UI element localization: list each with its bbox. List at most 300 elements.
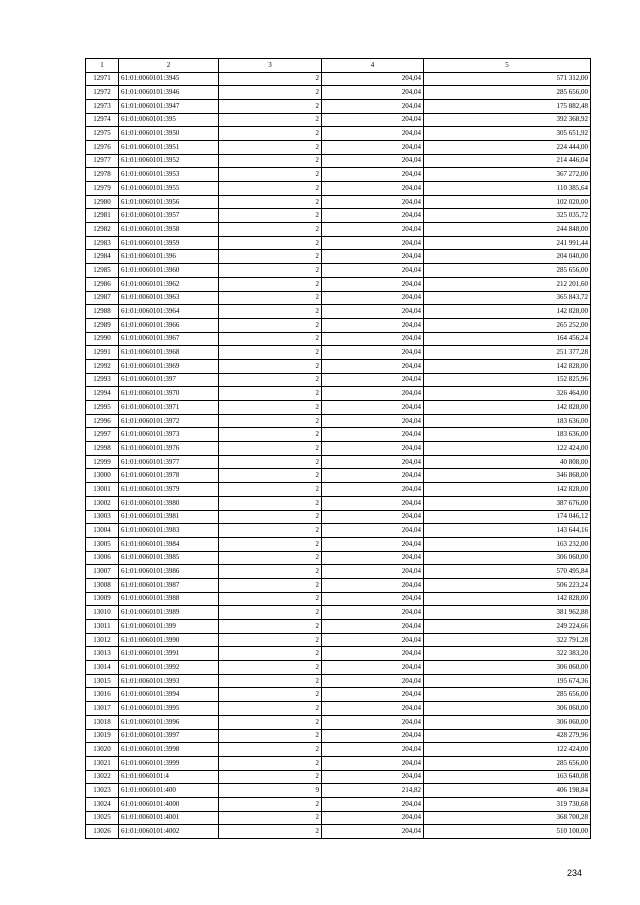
cadastral-number-cell: 61:01:0060101:3963 [119,291,219,305]
table-row [86,154,591,168]
table-row [86,811,591,825]
cadastral-number-cell: 61:01:0060101:3994 [119,688,219,702]
value-cell: 571 312,00 [424,72,591,86]
table-row [86,510,591,524]
table-row [86,140,591,154]
table-row [86,770,591,784]
row-number-cell: 13000 [86,469,119,483]
value-cell: 204 040,00 [424,250,591,264]
cadastral-number-cell: 61:01:0060101:3997 [119,729,219,743]
count-cell: 2 [219,770,322,784]
cadastral-number-cell: 61:01:0060101:3953 [119,168,219,182]
value-cell: 306 060,00 [424,551,591,565]
area-cell: 204,04 [322,113,424,127]
cadastral-number-cell: 61:01:0060101:3992 [119,661,219,675]
row-number-cell: 12971 [86,72,119,86]
count-cell: 2 [219,277,322,291]
row-number-cell: 12985 [86,264,119,278]
table-row [86,236,591,250]
count-cell: 2 [219,318,322,332]
value-cell: 265 252,00 [424,318,591,332]
area-cell: 204,04 [322,154,424,168]
value-cell: 305 651,92 [424,127,591,141]
cadastral-number-cell: 61:01:0060101:4000 [119,797,219,811]
count-cell: 2 [219,797,322,811]
table-row [86,127,591,141]
cadastral-number-cell: 61:01:0060101:3962 [119,277,219,291]
area-cell: 204,04 [322,264,424,278]
row-number-cell: 13006 [86,551,119,565]
area-cell: 204,04 [322,250,424,264]
cadastral-number-cell: 61:01:0060101:3981 [119,510,219,524]
count-cell: 2 [219,620,322,634]
cadastral-number-cell: 61:01:0060101:3951 [119,140,219,154]
value-cell: 224 444,00 [424,140,591,154]
row-number-cell: 13012 [86,633,119,647]
area-cell: 204,04 [322,72,424,86]
row-number-cell: 12999 [86,455,119,469]
row-number-cell: 13001 [86,483,119,497]
row-number-cell: 12977 [86,154,119,168]
area-cell: 204,04 [322,496,424,510]
row-number-cell: 12978 [86,168,119,182]
column-header: 3 [219,59,322,73]
count-cell: 2 [219,455,322,469]
table-header-row [86,59,591,73]
area-cell: 204,04 [322,756,424,770]
row-number-cell: 13016 [86,688,119,702]
cadastral-number-cell: 61:01:0060101:3972 [119,414,219,428]
cadastral-number-cell: 61:01:0060101:3959 [119,236,219,250]
count-cell: 2 [219,291,322,305]
cadastral-number-cell: 61:01:0060101:3990 [119,633,219,647]
area-cell: 204,04 [322,359,424,373]
value-cell: 368 700,28 [424,811,591,825]
table-row [86,620,591,634]
count-cell: 2 [219,223,322,237]
cadastral-number-cell: 61:01:0060101:3950 [119,127,219,141]
area-cell: 204,04 [322,565,424,579]
area-cell: 204,04 [322,99,424,113]
count-cell: 2 [219,387,322,401]
cadastral-number-cell: 61:01:0060101:3970 [119,387,219,401]
column-header: 5 [424,59,591,73]
table-row [86,674,591,688]
area-cell: 204,04 [322,592,424,606]
row-number-cell: 13013 [86,647,119,661]
area-cell: 204,04 [322,674,424,688]
value-cell: 506 223,24 [424,578,591,592]
value-cell: 195 674,36 [424,674,591,688]
value-cell: 249 224,66 [424,620,591,634]
table-row [86,401,591,415]
row-number-cell: 13015 [86,674,119,688]
value-cell: 322 383,20 [424,647,591,661]
value-cell: 142 828,00 [424,359,591,373]
count-cell: 2 [219,209,322,223]
cadastral-number-cell: 61:01:0060101:3995 [119,702,219,716]
area-cell: 204,04 [322,661,424,675]
page-number: 234 [566,868,582,878]
cadastral-number-cell: 61:01:0060101:396 [119,250,219,264]
count-cell: 2 [219,674,322,688]
area-cell: 204,04 [322,140,424,154]
area-cell: 214,82 [322,784,424,798]
table-row [86,647,591,661]
count-cell: 2 [219,168,322,182]
cadastral-number-cell: 61:01:0060101:3968 [119,346,219,360]
area-cell: 204,04 [322,277,424,291]
row-number-cell: 12994 [86,387,119,401]
count-cell: 2 [219,565,322,579]
row-number-cell: 13005 [86,537,119,551]
value-cell: 381 962,88 [424,606,591,620]
cadastral-number-cell: 61:01:0060101:3999 [119,756,219,770]
table-row [86,524,591,538]
row-number-cell: 13003 [86,510,119,524]
row-number-cell: 12982 [86,223,119,237]
count-cell: 2 [219,113,322,127]
table-row [86,223,591,237]
area-cell: 204,04 [322,182,424,196]
count-cell: 2 [219,756,322,770]
area-cell: 204,04 [322,209,424,223]
area-cell: 204,04 [322,414,424,428]
value-cell: 570 495,84 [424,565,591,579]
value-cell: 367 272,00 [424,168,591,182]
area-cell: 204,04 [322,537,424,551]
area-cell: 204,04 [322,578,424,592]
cadastral-number-cell: 61:01:0060101:3958 [119,223,219,237]
area-cell: 204,04 [322,442,424,456]
cadastral-number-cell: 61:01:0060101:3980 [119,496,219,510]
value-cell: 214 446,04 [424,154,591,168]
row-number-cell: 13022 [86,770,119,784]
row-number-cell: 12991 [86,346,119,360]
area-cell: 204,04 [322,729,424,743]
area-cell: 204,04 [322,647,424,661]
value-cell: 325 035,72 [424,209,591,223]
row-number-cell: 13020 [86,743,119,757]
count-cell: 2 [219,442,322,456]
table-row [86,442,591,456]
count-cell: 2 [219,743,322,757]
row-number-cell: 12984 [86,250,119,264]
table-row [86,168,591,182]
table-row [86,250,591,264]
row-number-cell: 12976 [86,140,119,154]
count-cell: 2 [219,661,322,675]
count-cell: 2 [219,359,322,373]
table-row [86,277,591,291]
value-cell: 142 828,00 [424,483,591,497]
row-number-cell: 12992 [86,359,119,373]
table-row [86,537,591,551]
count-cell: 2 [219,606,322,620]
cadastral-number-cell: 61:01:0060101:3987 [119,578,219,592]
row-number-cell: 12989 [86,318,119,332]
count-cell: 2 [219,305,322,319]
value-cell: 183 636,00 [424,428,591,442]
count-cell: 2 [219,154,322,168]
cadastral-number-cell: 61:01:0060101:4002 [119,825,219,839]
area-cell: 204,04 [322,770,424,784]
table-row [86,359,591,373]
count-cell: 2 [219,99,322,113]
cadastral-number-cell: 61:01:0060101:3964 [119,305,219,319]
table-row [86,291,591,305]
table-row [86,606,591,620]
cadastral-number-cell: 61:01:0060101:3985 [119,551,219,565]
value-cell: 163 232,00 [424,537,591,551]
value-cell: 183 636,00 [424,414,591,428]
row-number-cell: 13011 [86,620,119,634]
value-cell: 285 656,00 [424,756,591,770]
row-number-cell: 12973 [86,99,119,113]
table-row [86,784,591,798]
value-cell: 143 644,16 [424,524,591,538]
table-row [86,113,591,127]
cadastral-number-cell: 61:01:0060101:397 [119,373,219,387]
row-number-cell: 13002 [86,496,119,510]
value-cell: 326 464,00 [424,387,591,401]
count-cell: 2 [219,332,322,346]
table-row [86,633,591,647]
area-cell: 204,04 [322,318,424,332]
count-cell: 2 [219,537,322,551]
value-cell: 244 848,00 [424,223,591,237]
count-cell: 2 [219,264,322,278]
cadastral-number-cell: 61:01:0060101:3957 [119,209,219,223]
row-number-cell: 12972 [86,86,119,100]
count-cell: 2 [219,250,322,264]
area-cell: 204,04 [322,797,424,811]
table-body [86,72,591,839]
row-number-cell: 13026 [86,825,119,839]
value-cell: 428 279,96 [424,729,591,743]
area-cell: 204,04 [322,373,424,387]
row-number-cell: 12990 [86,332,119,346]
cadastral-number-cell: 61:01:0060101:3960 [119,264,219,278]
row-number-cell: 13009 [86,592,119,606]
row-number-cell: 13021 [86,756,119,770]
cadastral-number-cell: 61:01:0060101:3969 [119,359,219,373]
area-cell: 204,04 [322,702,424,716]
row-number-cell: 13014 [86,661,119,675]
value-cell: 365 843,72 [424,291,591,305]
row-number-cell: 13024 [86,797,119,811]
cadastral-number-cell: 61:01:0060101:3984 [119,537,219,551]
cadastral-number-cell: 61:01:0060101:3973 [119,428,219,442]
row-number-cell: 13018 [86,715,119,729]
table-row [86,469,591,483]
row-number-cell: 13025 [86,811,119,825]
cadastral-number-cell: 61:01:0060101:3977 [119,455,219,469]
table-row [86,182,591,196]
table-row [86,318,591,332]
row-number-cell: 12975 [86,127,119,141]
value-cell: 306 060,00 [424,715,591,729]
table-row [86,305,591,319]
row-number-cell: 12998 [86,442,119,456]
cadastral-number-cell: 61:01:0060101:3971 [119,401,219,415]
area-cell: 204,04 [322,223,424,237]
area-cell: 204,04 [322,606,424,620]
table-row [86,715,591,729]
count-cell: 2 [219,578,322,592]
area-cell: 204,04 [322,86,424,100]
row-number-cell: 12993 [86,373,119,387]
row-number-cell: 12981 [86,209,119,223]
cadastral-number-cell: 61:01:0060101:4001 [119,811,219,825]
count-cell: 2 [219,414,322,428]
count-cell: 2 [219,825,322,839]
area-cell: 204,04 [322,483,424,497]
cadastral-number-cell: 61:01:0060101:3976 [119,442,219,456]
cadastral-number-cell: 61:01:0060101:3991 [119,647,219,661]
value-cell: 102 020,00 [424,195,591,209]
row-number-cell: 12997 [86,428,119,442]
table-row [86,551,591,565]
cadastral-number-cell: 61:01:0060101:3986 [119,565,219,579]
row-number-cell: 12983 [86,236,119,250]
row-number-cell: 12988 [86,305,119,319]
row-number-cell: 13007 [86,565,119,579]
row-number-cell: 13004 [86,524,119,538]
cadastral-number-cell: 61:01:0060101:3988 [119,592,219,606]
value-cell: 322 791,28 [424,633,591,647]
count-cell: 2 [219,236,322,250]
table-row [86,578,591,592]
cadastral-number-cell: 61:01:0060101:3996 [119,715,219,729]
area-cell: 204,04 [322,469,424,483]
count-cell: 2 [219,496,322,510]
count-cell: 2 [219,469,322,483]
value-cell: 510 100,00 [424,825,591,839]
table-row [86,756,591,770]
area-cell: 204,04 [322,127,424,141]
count-cell: 2 [219,373,322,387]
value-cell: 174 046,12 [424,510,591,524]
area-cell: 204,04 [322,743,424,757]
table-row [86,483,591,497]
area-cell: 204,04 [322,688,424,702]
value-cell: 285 656,00 [424,264,591,278]
cadastral-number-cell: 61:01:0060101:3956 [119,195,219,209]
count-cell: 2 [219,401,322,415]
area-cell: 204,04 [322,387,424,401]
cadastral-number-cell: 61:01:0060101:3993 [119,674,219,688]
value-cell: 387 676,00 [424,496,591,510]
cadastral-number-cell: 61:01:0060101:3983 [119,524,219,538]
value-cell: 142 828,00 [424,592,591,606]
cadastral-number-cell: 61:01:0060101:3946 [119,86,219,100]
value-cell: 285 656,00 [424,688,591,702]
count-cell: 2 [219,647,322,661]
area-cell: 204,04 [322,633,424,647]
cadastral-number-cell: 61:01:0060101:395 [119,113,219,127]
table-row [86,99,591,113]
row-number-cell: 13019 [86,729,119,743]
value-cell: 285 656,00 [424,86,591,100]
value-cell: 175 882,48 [424,99,591,113]
value-cell: 392 368,92 [424,113,591,127]
cadastral-number-cell: 61:01:0060101:3947 [119,99,219,113]
table-row [86,428,591,442]
row-number-cell: 12974 [86,113,119,127]
value-cell: 142 828,00 [424,305,591,319]
count-cell: 2 [219,524,322,538]
cadastral-number-cell: 61:01:0060101:3952 [119,154,219,168]
value-cell: 319 730,68 [424,797,591,811]
table-row [86,797,591,811]
value-cell: 406 198,84 [424,784,591,798]
table-row [86,346,591,360]
cadastral-number-cell: 61:01:0060101:4 [119,770,219,784]
table-row [86,496,591,510]
table-row [86,661,591,675]
table-row [86,688,591,702]
area-cell: 204,04 [322,305,424,319]
value-cell: 152 825,96 [424,373,591,387]
row-number-cell: 12996 [86,414,119,428]
row-number-cell: 12987 [86,291,119,305]
value-cell: 122 424,00 [424,743,591,757]
table-row [86,565,591,579]
area-cell: 204,04 [322,455,424,469]
value-cell: 163 640,08 [424,770,591,784]
table-row [86,195,591,209]
value-cell: 122 424,00 [424,442,591,456]
count-cell: 9 [219,784,322,798]
count-cell: 2 [219,483,322,497]
table-row [86,209,591,223]
value-cell: 40 808,00 [424,455,591,469]
area-cell: 204,04 [322,620,424,634]
table-row [86,702,591,716]
column-header: 1 [86,59,119,73]
table-row [86,373,591,387]
cadastral-number-cell: 61:01:0060101:3955 [119,182,219,196]
row-number-cell: 13008 [86,578,119,592]
value-cell: 142 828,00 [424,401,591,415]
area-cell: 204,04 [322,168,424,182]
table-row [86,332,591,346]
count-cell: 2 [219,428,322,442]
area-cell: 204,04 [322,524,424,538]
cadastral-number-cell: 61:01:0060101:399 [119,620,219,634]
count-cell: 2 [219,72,322,86]
row-number-cell: 13023 [86,784,119,798]
table-row [86,86,591,100]
area-cell: 204,04 [322,551,424,565]
count-cell: 2 [219,510,322,524]
cadastral-number-cell: 61:01:0060101:3945 [119,72,219,86]
cadastral-number-cell: 61:01:0060101:3966 [119,318,219,332]
area-cell: 204,04 [322,346,424,360]
count-cell: 2 [219,551,322,565]
cadastral-table [85,58,591,839]
count-cell: 2 [219,346,322,360]
count-cell: 2 [219,715,322,729]
count-cell: 2 [219,633,322,647]
area-cell: 204,04 [322,510,424,524]
row-number-cell: 12995 [86,401,119,415]
table-row [86,72,591,86]
row-number-cell: 13017 [86,702,119,716]
area-cell: 204,04 [322,715,424,729]
count-cell: 2 [219,592,322,606]
